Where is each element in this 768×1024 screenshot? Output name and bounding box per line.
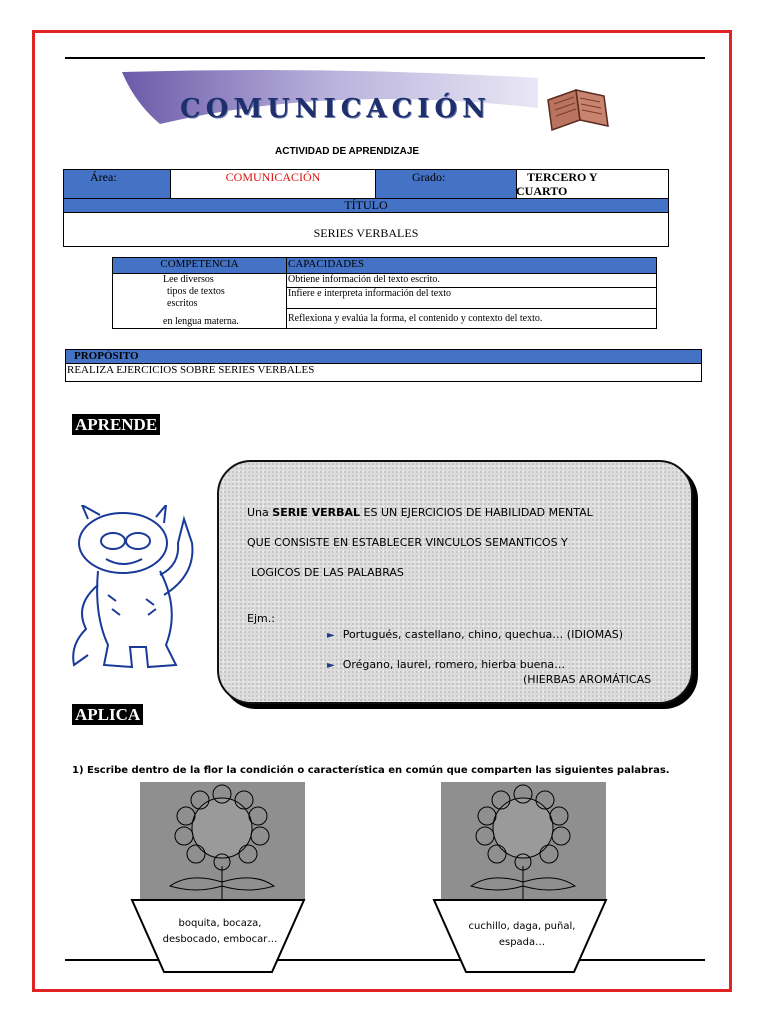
title-value: SERIES VERBALES <box>64 213 669 247</box>
purpose-text: REALIZA EJERCICIOS SOBRE SERIES VERBALES <box>66 364 702 382</box>
capacity-1: Obtiene información del texto escrito. <box>287 274 657 288</box>
info-table <box>63 169 669 247</box>
competence-table <box>112 257 657 329</box>
apply-tag: APLICA <box>72 704 143 725</box>
question-1: 1) Escribe dentro de la flor la condición o característica en común que comparten las siguientes palabras. <box>72 765 670 776</box>
competence-cell: Lee diversos tipos de textos escritos en lengua materna. <box>113 274 287 329</box>
definition-line-3: LOGICOS DE LAS PALABRAS <box>251 566 404 579</box>
capacities-header: CAPACIDADES <box>287 258 657 274</box>
arrow-bullet-icon: ► <box>327 630 335 641</box>
competence-header: COMPETENCIA <box>113 258 287 274</box>
grade-label: Grado: <box>376 170 517 199</box>
learn-tag: APRENDE <box>72 414 160 435</box>
area-value: COMUNICACIÓN <box>171 170 376 199</box>
open-book-icon <box>544 86 612 134</box>
title-label: TÍTULO <box>64 199 669 213</box>
pot-1-words: boquita, bocaza, desbocado, embocar… <box>162 918 278 945</box>
definition-line-1: Una SERIE VERBAL ES UN EJERCICIOS DE HABILIDAD MENTAL <box>247 506 593 519</box>
flower-icon <box>140 782 305 900</box>
purpose-label: PROPÓSITO <box>66 350 702 364</box>
example-2-category: (HIERBAS AROMÁTICAS <box>523 673 652 686</box>
flower-image-2 <box>441 782 606 900</box>
capacity-2: Infiere e interpreta información del texto <box>287 288 657 308</box>
example-1: ► Portugués, castellano, chino, quechua… (IDIOMAS) <box>327 628 623 641</box>
arrow-bullet-icon: ► <box>327 660 335 671</box>
area-label: Área: <box>64 170 171 199</box>
definition-line-2: QUE CONSISTE EN ESTABLECER VINCULOS SEMANTICOS Y <box>247 536 568 549</box>
capacity-3: Reflexiona y evalúa la forma, el contenido y contexto del texto. <box>287 308 657 328</box>
garfield-cat-icon <box>68 505 208 677</box>
example-2: ► Orégano, laurel, romero, hierba buena… <box>327 658 566 671</box>
example-label: Ejm.: <box>247 612 275 625</box>
top-rule <box>65 57 705 59</box>
flower-icon <box>441 782 606 900</box>
purpose-table <box>65 349 702 382</box>
pot-2-words: cuchillo, daga, puñal, espada… <box>468 921 576 948</box>
definition-bubble <box>217 460 693 704</box>
page-title: COMUNICACIÓN <box>180 94 491 124</box>
activity-heading: ACTIVIDAD DE APRENDIZAJE <box>275 146 420 157</box>
flower-image-1 <box>140 782 305 900</box>
grade-value: TERCERO Y CUARTO <box>517 170 669 199</box>
